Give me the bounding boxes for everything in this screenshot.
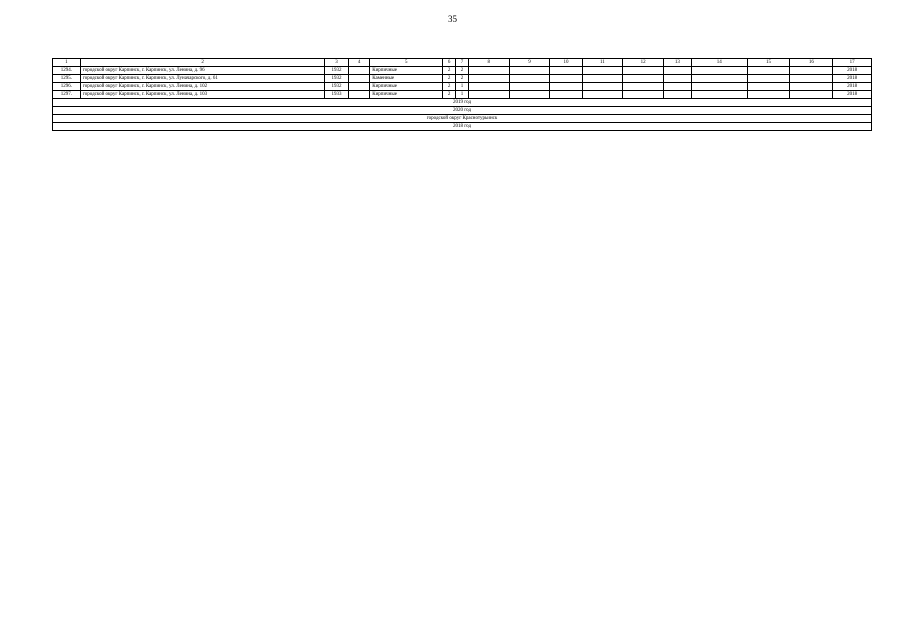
table-cell: 1294. [53,67,81,75]
column-number: 17 [833,59,872,67]
table-cell: городской округ Карпинск, г. Карпинск, ул. Ленина, д. 96 [80,67,324,75]
table-cell: 1297. [53,91,81,99]
table-cell: 2 [443,75,456,83]
column-number: 10 [550,59,582,67]
column-number: 13 [663,59,691,67]
table-cell [550,75,582,83]
table-row [53,91,872,99]
table-cell: 1932 [325,75,349,83]
table-cell [747,75,790,83]
table-cell [663,83,691,91]
table-row [53,83,872,91]
table-cell [691,67,747,75]
table-cell [790,75,833,83]
table-cell [348,83,369,91]
table-cell [790,67,833,75]
table-cell: 2 [443,83,456,91]
table-cell [691,91,747,99]
table-cell [790,83,833,91]
section-row [53,123,872,131]
column-number: 11 [582,59,623,67]
table-cell: Кирпичные [370,91,443,99]
table-cell: 1 [456,91,469,99]
table-cell [468,83,509,91]
table-cell [790,91,833,99]
table-cell [747,67,790,75]
table-cell [623,91,664,99]
column-number: 8 [468,59,509,67]
table-cell: 1933 [325,91,349,99]
table-cell [691,83,747,91]
column-number: 4 [348,59,369,67]
table-cell: 2 [456,67,469,75]
section-label: 2020 год [53,107,872,115]
column-number: 15 [747,59,790,67]
table-cell [509,91,550,99]
table-cell [348,75,369,83]
housing-program-table [52,58,872,131]
section-row [53,99,872,107]
section-label: городской округ Краснотурьинск [53,115,872,123]
table-cell: 2 [456,75,469,83]
section-label: 2019 год [53,99,872,107]
table-cell [663,75,691,83]
table-cell [509,83,550,91]
table-cell: 1932 [325,67,349,75]
table-cell [509,75,550,83]
table-cell [582,91,623,99]
table-cell [582,83,623,91]
table-row [53,75,872,83]
table-cell [623,75,664,83]
column-number: 16 [790,59,833,67]
column-numbers-row [53,59,872,67]
table-cell [348,67,369,75]
table-row [53,67,872,75]
table-cell [509,67,550,75]
table-cell: 2 [443,67,456,75]
table-cell: Каменные [370,75,443,83]
table-cell [663,67,691,75]
table-cell: 2018 [833,67,872,75]
table-cell [468,91,509,99]
table-cell [582,75,623,83]
page-number: 35 [448,14,457,24]
table-cell [348,91,369,99]
section-row [53,115,872,123]
column-number: 7 [456,59,469,67]
table-cell [747,91,790,99]
column-number: 2 [80,59,324,67]
table-cell: 1932 [325,83,349,91]
table-cell [623,83,664,91]
table-cell: 2 [443,91,456,99]
table-cell [663,91,691,99]
table-cell: 2018 [833,91,872,99]
column-number: 14 [691,59,747,67]
table-cell [468,67,509,75]
column-number: 9 [509,59,550,67]
table-cell: городской округ Карпинск, г. Карпинск, ул. Ленина, д. 103 [80,91,324,99]
table-cell: 1 [456,83,469,91]
table-cell [468,75,509,83]
table-cell [582,67,623,75]
table-cell [550,83,582,91]
table-cell: городской округ Карпинск, г. Карпинск, ул. Луначарского, д. 61 [80,75,324,83]
column-number: 3 [325,59,349,67]
column-number: 6 [443,59,456,67]
table-cell [623,67,664,75]
table-cell: Кирпичные [370,83,443,91]
column-number: 12 [623,59,664,67]
table-cell: 1295. [53,75,81,83]
section-label: 2018 год [53,123,872,131]
table-cell: городской округ Карпинск, г. Карпинск, ул. Ленина, д. 102 [80,83,324,91]
column-number: 1 [53,59,81,67]
table-cell: 2018 [833,83,872,91]
table-cell [550,91,582,99]
table-cell: 2018 [833,75,872,83]
table-cell: Кирпичные [370,67,443,75]
table-cell [691,75,747,83]
column-number: 5 [370,59,443,67]
table-cell [747,83,790,91]
section-row [53,107,872,115]
table-cell: 1296. [53,83,81,91]
table-cell [550,67,582,75]
